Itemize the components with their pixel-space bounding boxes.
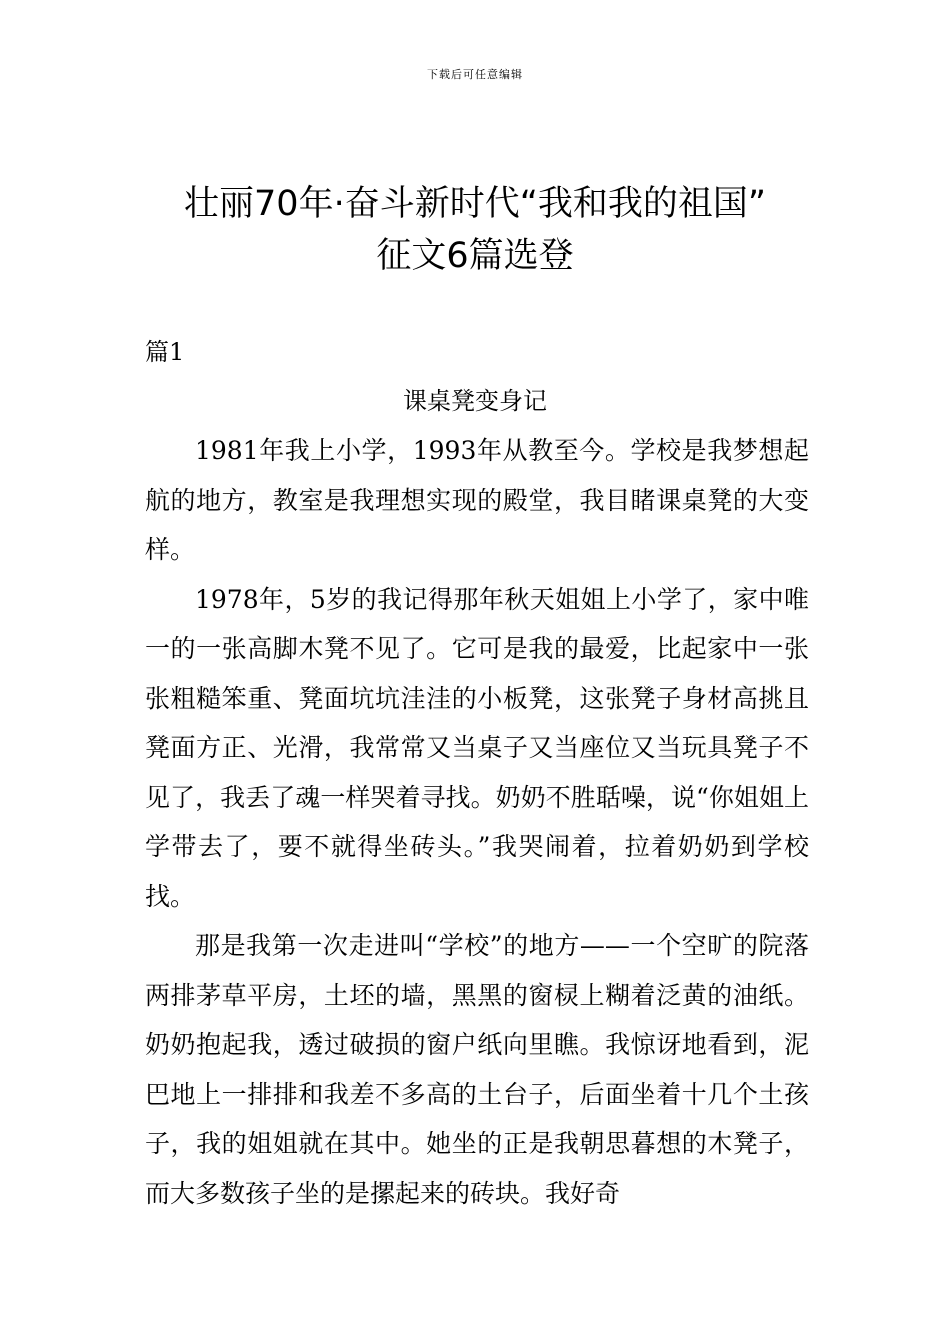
title-line-1: 壮丽70年·奋斗新时代“我和我的祖国” <box>184 184 766 224</box>
document-title <box>60 178 890 282</box>
paragraph-2: 1978年，5岁的我记得那年秋天姐姐上小学了，家中唯一的一张高脚木凳不见了。它可是我的最爱，比起家中一张张粗糙笨重、凳面坑坑洼洼的小板凳，这张凳子身材高挑且凳面方正、光滑，我常常又当桌子又当座位又当玩具凳子不见了，我丢了魂一样哭着寻找。奶奶不胜聒噪，说“你姐姐上学带去了，要不就得坐砖头。”我哭闹着，拉着奶奶到学校找。 <box>145 584 809 911</box>
article-body <box>145 426 809 1218</box>
paragraph-1: 1981年我上小学，1993年从教至今。学校是我梦想起航的地方，教室是我理想实现的殿堂，我目睹课桌凳的大变样。 <box>145 436 809 564</box>
section-label: 篇1 <box>145 338 185 366</box>
header-note: 下载后可任意编辑 <box>427 68 523 81</box>
paragraph-3: 那是我第一次走进叫“学校”的地方——一个空旷的院落两排茅草平房，土坯的墙，黑黑的窗棂上糊着泛黄的油纸。奶奶抱起我，透过破损的窗户纸向里瞧。我惊讶地看到，泥巴地上一排排和我差不多高的土台子，后面坐着十几个土孩子，我的姐姐就在其中。她坐的正是我朝思暮想的木凳子，而大多数孩子坐的是摞起来的砖块。我好奇 <box>145 931 809 1208</box>
title-line-2: 征文6篇选登 <box>376 236 574 276</box>
article-subtitle: 课桌凳变身记 <box>403 387 547 415</box>
